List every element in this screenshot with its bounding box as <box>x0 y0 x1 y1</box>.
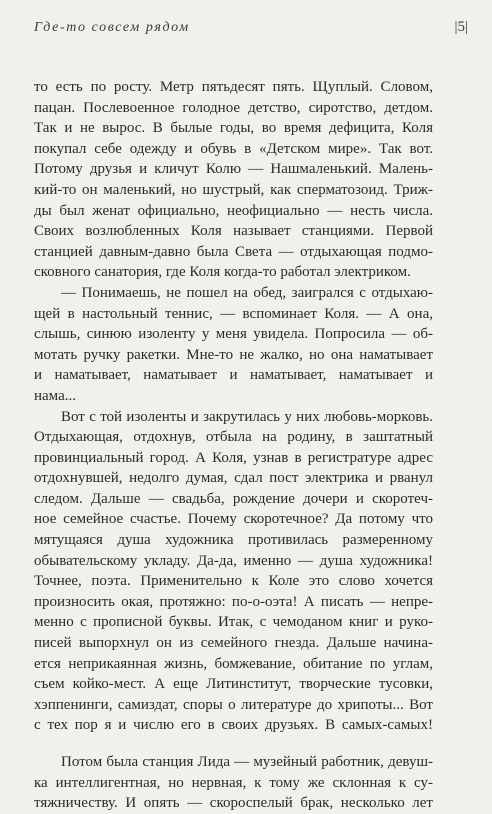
text-line: ное семейное счастье. Почему скоротечное? Да потому что <box>34 511 433 528</box>
text-line: отдохнувшей, недолго думая, сдал пост электрика и рванул <box>34 470 433 487</box>
text-line: съем койко-мест. А еще Литинститут, творческие тусовки, <box>34 676 433 693</box>
text-line: Отдыхающая, отдохнув, отбыла на родину, в заштатный <box>34 429 433 446</box>
text-line: с тех пор я и числю его в своих друзьях. В самых-самых! <box>34 717 433 734</box>
text-line: слышь, синюю изоленту у меня увидела. Попросила — об- <box>34 326 433 343</box>
text-line: — Понимаешь, не пошел на обед, заигрался с отдыхаю- <box>61 284 433 301</box>
running-title: Где-то совсем рядом <box>34 20 190 35</box>
text-line: произносить окая, протяжно: по-о-оэта! А писать — непре- <box>34 593 433 610</box>
text-line: Потому друзья и кличут Колю — Нашмаленький. Малень- <box>34 161 433 178</box>
text-line: Так и не вырос. В былые годы, во время дефицита, Коля <box>34 120 433 137</box>
text-line: тяжничеству. И опять — скороспелый брак, несколько лет <box>34 795 433 812</box>
text-line: ка интеллигентная, но нервная, к тому же склонная к су- <box>34 774 433 791</box>
text-line: мотать ручку ракетки. Мне-то не жалко, но она наматывает <box>34 346 433 363</box>
text-line: пацан. Послевоенное голодное детство, сиротство, детдом. <box>34 99 433 116</box>
text-line: нама... <box>34 387 76 404</box>
text-line: менно с прописной буквы. Итак, с чемоданом книг и руко- <box>34 614 433 631</box>
text-line: сковного санатория, где Коля когда-то работал электриком. <box>34 264 411 281</box>
page-number: |5| <box>454 19 468 35</box>
text-line: писей выпорхнул он из семейного гнезда. Дальше начина- <box>34 635 433 652</box>
text-line: Вот с той изоленты и закрутилась у них любовь-морковь. <box>61 408 433 425</box>
text-line: кий-то он маленький, но шустрый, как сперматозоид. Триж- <box>34 181 433 198</box>
paragraph-gap <box>34 736 433 752</box>
text-line: щей в настольный теннис, — вспоминает Коля. — А она, <box>34 305 433 322</box>
text-line: то есть по росту. Метр пятьдесят пять. Щуплый. Словом, <box>34 79 433 95</box>
text-line: хэппенинги, самиздат, споры о литературе до хрипоты... Вот <box>34 696 433 713</box>
text-line: следом. Дальше — свадьба, рождение дочери и скоротеч- <box>34 490 433 507</box>
text-line: Своих возлюбленных Коля называет станциями. Первой <box>34 223 433 240</box>
text-line: покупал себе одежду и обувь в «Детском мире». Так вот. <box>34 140 433 157</box>
text-line: Потом была станция Лида — музейный работник, девуш- <box>61 754 433 770</box>
text-line: ется неприкаянная жизнь, бомжевание, обитание по углам, <box>34 655 433 672</box>
text-line: станцией давным-давно была Света — отдыхающая подмо- <box>34 243 433 260</box>
text-line: обывательскому укладу. Да-да, именно — душа художника! <box>34 552 433 569</box>
body-text <box>34 77 433 814</box>
text-line: Точнее, поэта. Применительно к Коле это слово хочется <box>34 573 433 590</box>
text-line: провинциальный город. А Коля, узнав в регистратуре адрес <box>34 449 433 466</box>
text-line: мятущаяся душа художника противилась размеренному <box>34 532 433 549</box>
text-line: и наматывает, наматывает и наматывает, наматывает и <box>34 367 433 384</box>
text-line: ды был женат официально, неофициально — несть числа. <box>34 202 433 219</box>
